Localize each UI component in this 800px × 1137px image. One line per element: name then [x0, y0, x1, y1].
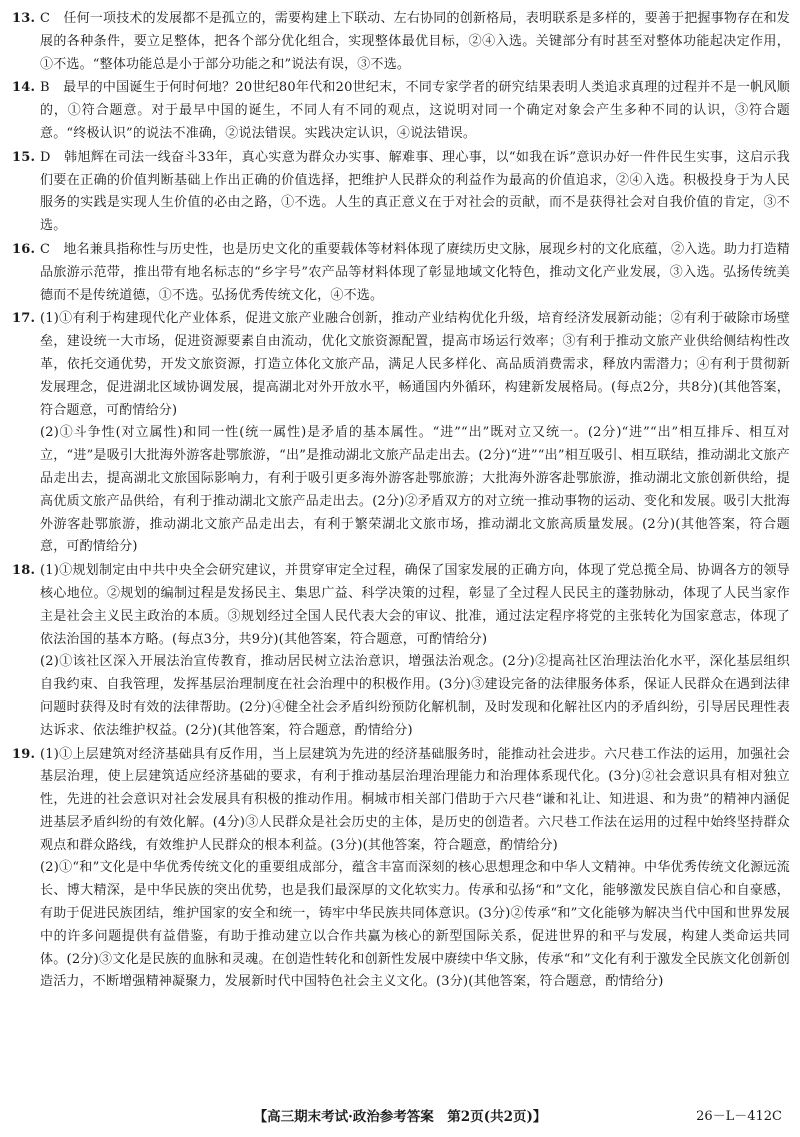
answer-item	[12, 308, 790, 559]
answer-item	[12, 147, 790, 238]
answer-paragraph: B 最早的中国诞生于何时何地？20世纪80年代和20世纪末，不同专家学者的研究结果表明人类追求真理的过程并不是一帆风顺的，①符合题意。对于最早中国的诞生，不同人有不同的观点，这说明对同一个确定对象会产生多种不同的认识，③符合题意。“终极认识”的说法不准确，②说法错误。实践决定认识，④说法错误。	[40, 80, 790, 141]
footer-title: 【高三期末考试·政治参考答案 第2页(共2页)】	[253, 1109, 547, 1125]
answer-paragraph: (2)①斗争性(对立属性)和同一性(统一属性)是矛盾的基本属性。“进”“出”既对立又统一。(2分)“进”“出”相互排斥、相互对立，“进”是吸引大批海外游客赴鄂旅游，“出”是推动湖北文旅产品走出去。(2分)“进”“出”相互吸引、相互联结，推动湖北文旅产品走出去，提高湖北文旅国际影响力，有利于吸引更多海外游客赴鄂旅游；大批海外游客赴鄂旅游，推动湖北文旅创新供给，提高优质文旅产品供给，有利于推动湖北文旅产品走出去。(2分)②矛盾双方的对立统一推动事物的运动、变化和发展。吸引大批海外游客赴鄂旅游，推动湖北文旅产品走出去，有利于繁荣湖北文旅市场，推动湖北文旅高质量发展。(2分)(其他答案，符合题意，可酌情给分)	[40, 425, 790, 555]
answer-paragraph: (2)①该社区深入开展法治宣传教育，推动居民树立法治意识，增强法治观念。(2分)②提高社区治理法治化水平，深化基层组织自我约束、自我管理，发挥基层治理制度在社会治理中的积极作用。(3分)③建设完备的法律服务体系，保证人民群众在遇到法律问题时获得及时有效的法律帮助。(2分)④健全社会矛盾纠纷预防化解机制，及时发现和化解社区内的矛盾纠纷，引导居民理性表达诉求、依法维护权益。(2分)(其他答案，符合题意，酌情给分)	[40, 654, 790, 738]
footer-code: 26－L－412C	[696, 1109, 782, 1124]
answer-paragraph: (1)①上层建筑对经济基础具有反作用，当上层建筑为先进的经济基础服务时，能推动社会进步。六尺巷工作法的运用，加强社会基层治理，使上层建筑适应经济基础的要求，有利于推动基层治理治理能力和治理体系现代化。(3分)②社会意识具有相对独立性，先进的社会意识对社会发展具有积极的推动作用。桐城市相关部门借助于六尺巷“谦和礼让、知进退、和为贵”的精神内涵促进基层矛盾纠纷的有效化解。(4分)③人民群众是社会历史的主体，是历史的创造者。六尺巷工作法在运用的过程中始终坚持群众观点和群众路线，有效维护人民群众的根本利益。(3分)(其他答案，符合题意，酌情给分)	[40, 746, 790, 853]
question-number: 13.	[12, 11, 36, 26]
answer-paragraph: C 地名兼具指称性与历史性，也是历史文化的重要载体等材料体现了赓续历史文脉，展现乡村的文化底蕴，②入选。助力打造精品旅游示范带，推出带有地名标志的“乡字号”农产品等材料体现了彰显地域文化特色，推动文化产业发展，③入选。弘扬传统美德而不是传统道德，①不选。弘扬优秀传统文化，④不选。	[40, 241, 790, 303]
answer-paragraph: (2)①“和”文化是中华优秀传统文化的重要组成部分，蕴含丰富而深刻的核心思想理念和中华人文精神。中华优秀传统文化源远流长、博大精深，是中华民族的突出优势，也是我们最深厚的文化软实力。传承和弘扬“和”文化，能够激发民族自信心和自豪感，有助于促进民族团结，维护国家的安全和统一，铸牢中华民族共同体意识。(3分)②传承“和”文化能够为解决当代中国和世界发展中的许多问题提供有益借鉴，有助于推动建立以合作共赢为核心的新型国际关系，促进世界的和平与发展，构建人类命运共同体。(2分)③文化是民族的血脉和灵魂。在创造性转化和创新性发展中赓续中华文脉，传承“和”文化有利于激发全民族文化创新创造活力，不断增强精神凝聚力，发展新时代中国特色社会主义文化。(3分)(其他答案，符合题意，酌情给分)	[40, 860, 790, 990]
answer-paragraph: D 韩旭辉在司法一线奋斗33年，真心实意为群众办实事、解难事、理心事，以“如我在诉”意识办好一件件民生实事，这启示我们要在正确的价值判断基础上作出正确的价值选择，把维护人民群众的利益作为最高的价值追求，②④入选。积极投身于为人民服务的实践是实现人生价值的必由之路，①不选。人生的真正意义在于对社会的贡献，而不是获得社会对自我价值的肯定，③不选。	[40, 149, 790, 234]
answer-item	[12, 77, 790, 145]
question-number: 15.	[12, 149, 36, 165]
question-number: 16.	[12, 241, 36, 257]
page-footer	[0, 1107, 800, 1127]
answer-paragraph: (1)①有利于构建现代化产业体系，促进文旅产业融合创新，推动产业结构优化升级，培育经济发展新动能；②有利于破除市场壁垒，建设统一大市场，促进资源要素自由流动，优化文旅资源配置，提高市场运行效率；③有利于推动文旅产业供给侧结构性改革，依托交通优势，开发文旅资源，打造立体化文旅产品，满足人民多样化、高品质消费需求，释放内需潜力；④有利于贯彻新发展理念，促进湖北区域协调发展，提高湖北对外开放水平，畅通国内外循环，构建新发展格局。(每点2分，共8分)(其他答案，符合题意，可酌情给分)	[40, 311, 790, 418]
question-number: 19.	[12, 746, 36, 762]
answer-paragraph: C 任何一项技术的发展都不是孤立的，需要构建上下联动、左右协同的创新格局，表明联系是多样的，要善于把握事物存在和发展的各种条件，要立足整体，把各个部分优化组合，实现整体最优目标，②④入选。关键部分有时甚至对整体功能起决定作用，①不选。“整体功能总是小于部分功能之和”说法有误，③不选。	[40, 11, 790, 72]
answer-list	[12, 8, 790, 995]
answer-item	[12, 8, 790, 76]
question-number: 14.	[12, 80, 36, 96]
question-number: 18.	[12, 563, 36, 579]
question-number: 17.	[12, 311, 36, 327]
answer-item	[12, 239, 790, 307]
answer-paragraph: (1)①规划制定由中共中央全会研究建议，并贯穿审定全过程，确保了国家发展的正确方向，体现了党总揽全局、协调各方的领导核心地位。②规划的编制过程是发扬民主、集思广益、科学决策的过程，彰显了全过程人民民主的蓬勃脉动，体现了人民当家作主是社会主义民主政治的本质。③规划经过全国人民代表大会的审议、批准，通过法定程序将党的主张转化为国家意志，体现了依法治国的基本方略。(每点3分，共9分)(其他答案，符合题意，可酌情给分)	[40, 563, 790, 647]
answer-item	[12, 744, 790, 995]
answer-item	[12, 560, 790, 742]
